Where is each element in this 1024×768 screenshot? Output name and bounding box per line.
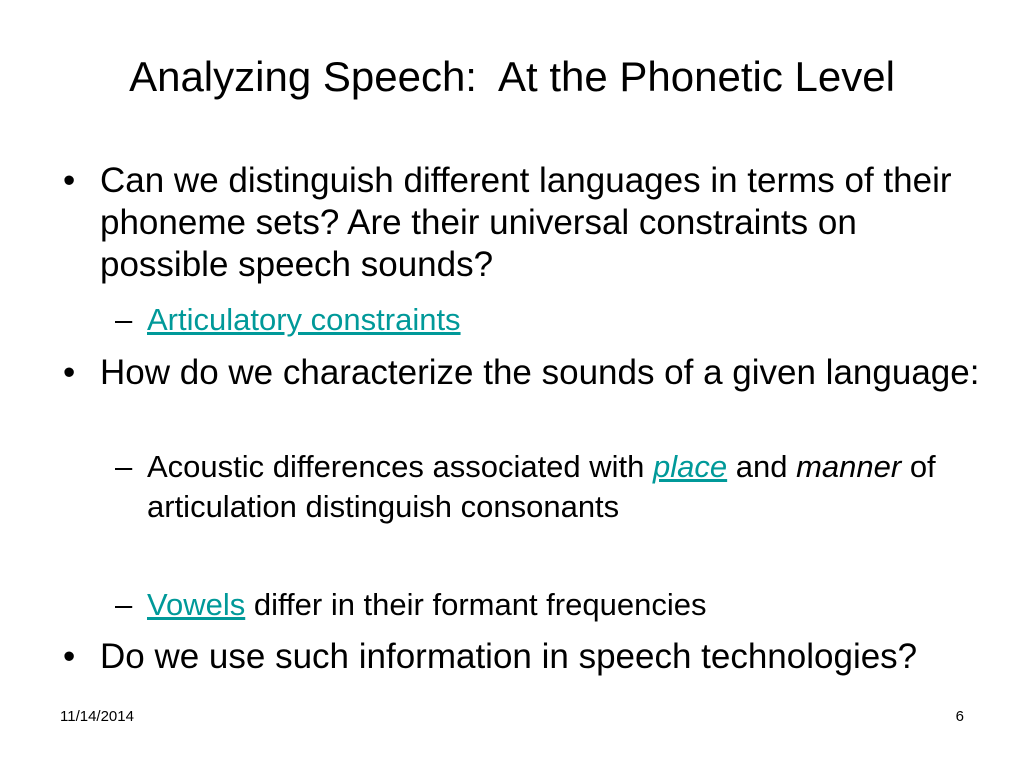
subbullet-text-pre: Acoustic differences associated with [147, 449, 654, 484]
bullet-marker: • [63, 161, 76, 200]
articulatory-constraints-link[interactable]: Articulatory constraints [147, 302, 461, 337]
subbullet-text-mid: and [727, 449, 797, 484]
slide-title: Analyzing Speech: At the Phonetic Level [129, 53, 895, 100]
bullet-text: How do we characterize the sounds of a given language: [100, 353, 980, 392]
footer-page-number: 6 [955, 708, 964, 725]
bullet-marker: • [63, 353, 76, 392]
bullet-text: Can we distinguish different languages in terms of their phoneme sets? Are their universal constraints on possible speech sounds? [100, 161, 952, 284]
subbullet-text-post: of articulation distinguish consonants [147, 449, 936, 524]
place-link[interactable]: place [653, 449, 728, 484]
bullet-item-2 [63, 352, 980, 394]
bullet-text: Do we use such information in speech technologies? [100, 637, 918, 676]
bullet-marker: • [63, 637, 76, 676]
subbullet-marker: – [115, 302, 133, 337]
vowels-link[interactable]: Vowels [147, 587, 246, 622]
subbullet-text-post: differ in their formant frequencies [245, 587, 707, 622]
subbullet-vowels [115, 585, 967, 625]
subbullet-marker: – [115, 449, 133, 484]
bullet-item-1 [63, 160, 980, 286]
footer-date: 11/14/2014 [60, 708, 134, 725]
subbullet-marker: – [115, 587, 133, 622]
subbullet-articulatory [115, 300, 967, 340]
subbullet-acoustic [115, 447, 967, 527]
manner-emphasis: manner [796, 449, 902, 484]
bullet-item-3 [63, 636, 980, 678]
